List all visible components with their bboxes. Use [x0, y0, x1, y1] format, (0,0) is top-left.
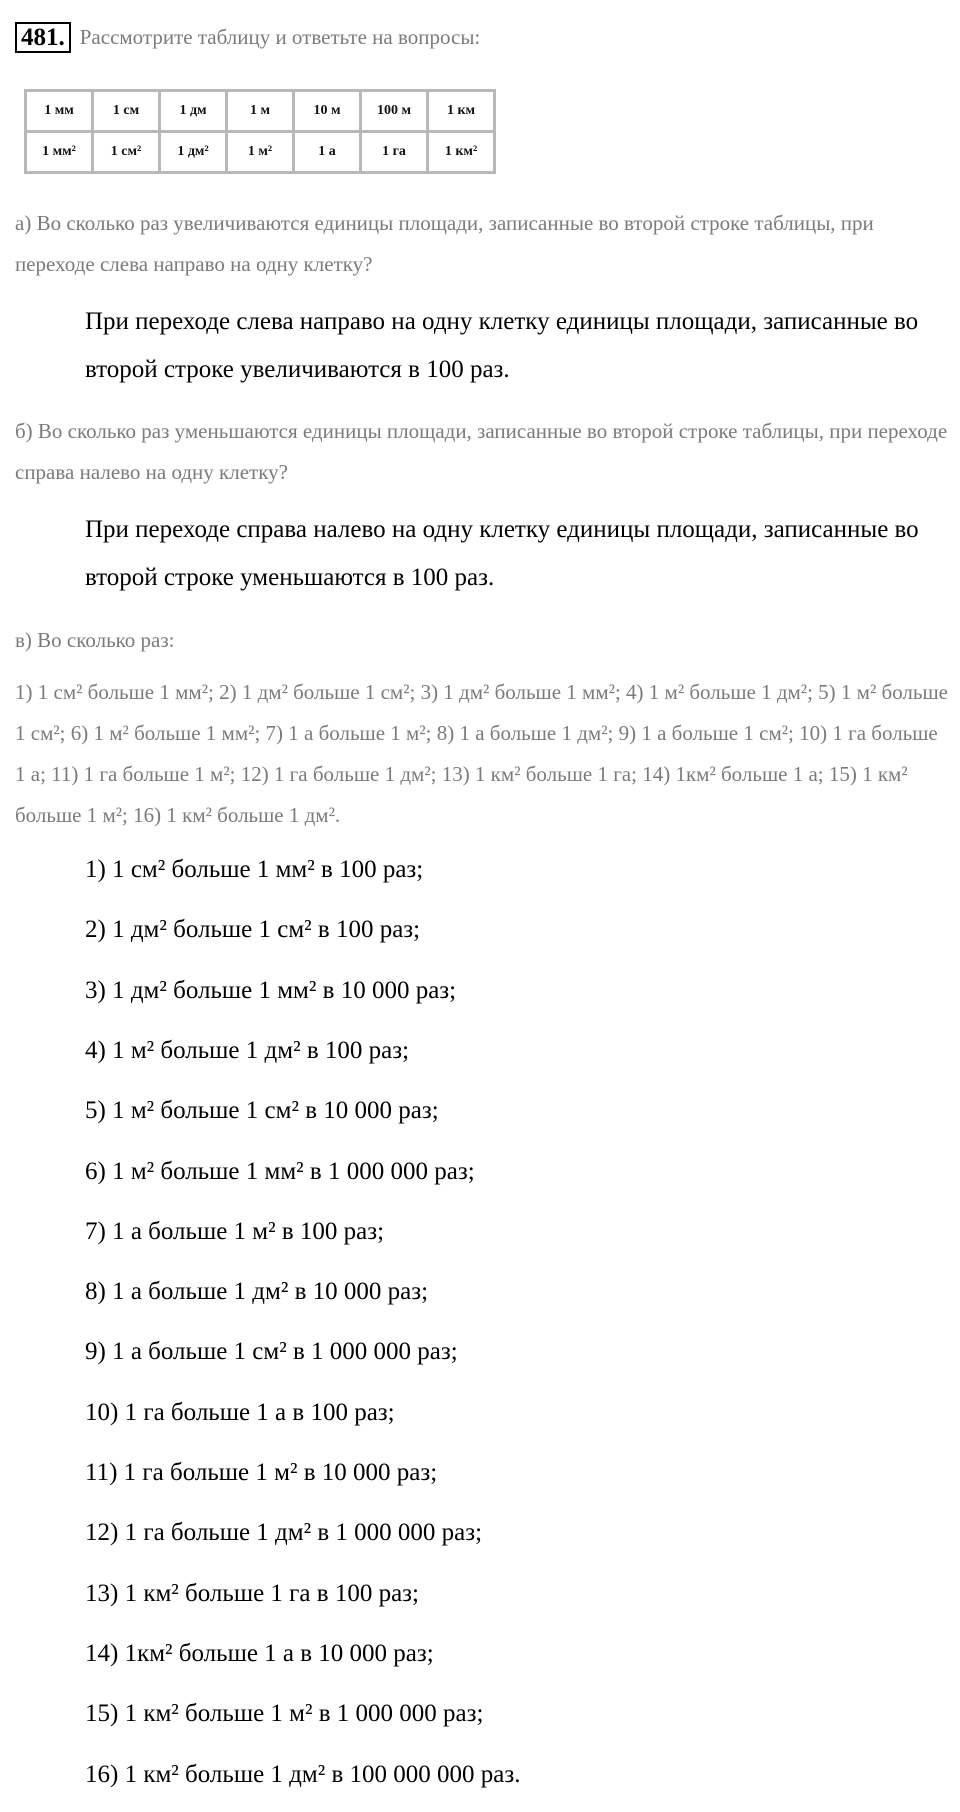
answer-item: 8) 1 а больше 1 дм² в 10 000 раз; [85, 1278, 429, 1306]
answer-item: 15) 1 км² больше 1 м² в 1 000 000 раз; [85, 1700, 484, 1728]
answer-item: 2) 1 дм² больше 1 см² в 100 раз; [85, 916, 421, 944]
answer-item: 6) 1 м² больше 1 мм² в 1 000 000 раз; [85, 1157, 475, 1185]
answer-item: 1) 1 см² больше 1 мм² в 100 раз; [85, 856, 424, 883]
table-cell: 1 км [428, 91, 495, 132]
question-b: б) Во сколько раз уменьшаются единицы площади, записанные во второй строке таблицы, при переходе справа налево на одну клетку? [15, 419, 948, 484]
question-a: а) Во сколько раз увеличиваются единицы площади, записанные во второй строке таблицы, при переходе слева направо на одну клетку? [15, 211, 874, 276]
table-cell: 1 см [93, 91, 160, 132]
answer-item: 3) 1 дм² больше 1 мм² в 10 000 раз; [85, 976, 457, 1004]
answer-item: 14) 1км² больше 1 а в 10 000 раз; [85, 1639, 434, 1667]
table-cell: 1 дм² [160, 132, 227, 173]
table-cell: 1 м² [227, 132, 294, 173]
task-title: Рассмотрите таблицу и ответьте на вопросы: [79, 25, 481, 49]
answer-item: 5) 1 м² больше 1 см² в 10 000 раз; [85, 1097, 439, 1125]
answer-item: 11) 1 га больше 1 м² в 10 000 раз; [85, 1459, 438, 1486]
answer-item: 13) 1 км² больше 1 га в 100 раз; [85, 1579, 419, 1607]
table-row-length-units [26, 91, 495, 132]
table-cell: 1 мм² [26, 132, 93, 173]
table-row-area-units [26, 132, 495, 173]
table-cell: 1 м [227, 91, 294, 132]
table-cell: 100 м [361, 91, 428, 132]
task-header [15, 22, 480, 53]
table-cell: 10 м [294, 91, 361, 132]
table-cell: 1 см² [93, 132, 160, 173]
units-table [24, 89, 496, 174]
answer-a: При переходе слева направо на одну клетку единицы площади, записанные во второй строке увеличиваются в 100 раз. [85, 308, 919, 383]
answer-item: 10) 1 га больше 1 а в 100 раз; [85, 1398, 395, 1426]
question-v-list: 1) 1 см² больше 1 мм²; 2) 1 дм² больше 1 см²; 3) 1 дм² больше 1 мм²; 4) 1 м² больше 1 дм²; 5) 1 м² больше 1 см²; 6) 1 м² больше 1 мм²; 7) 1 а больше 1 м²; 8) 1 а больше 1 дм²; 9) 1 а больше 1 см²; 10) 1 га больше 1 а; 11) 1 га больше 1 м²; 12) 1 га больше 1 дм²; 13) 1 км² больше 1 га; 14) 1км² больше 1 а; 15) 1 км² больше 1 м²; 16) 1 км² больше 1 дм². [15, 680, 948, 827]
table-cell: 1 га [361, 132, 428, 173]
table-cell: 1 мм [26, 91, 93, 132]
answer-b: При переходе справа налево на одну клетку единицы площади, записанные во второй строке уменьшаются в 100 раз. [85, 516, 919, 591]
answer-item: 12) 1 га больше 1 дм² в 1 000 000 раз; [85, 1519, 483, 1547]
table-cell: 1 а [294, 132, 361, 173]
question-v: в) Во сколько раз: [15, 628, 175, 652]
answer-item: 9) 1 а больше 1 см² в 1 000 000 раз; [85, 1338, 458, 1366]
answer-item: 16) 1 км² больше 1 дм² в 100 000 000 раз. [85, 1760, 521, 1788]
table-cell: 1 км² [428, 132, 495, 173]
answer-item: 4) 1 м² больше 1 дм² в 100 раз; [85, 1036, 410, 1064]
answer-item: 7) 1 а больше 1 м² в 100 раз; [85, 1217, 385, 1245]
table-cell: 1 дм [160, 91, 227, 132]
task-number: 481. [15, 22, 71, 53]
